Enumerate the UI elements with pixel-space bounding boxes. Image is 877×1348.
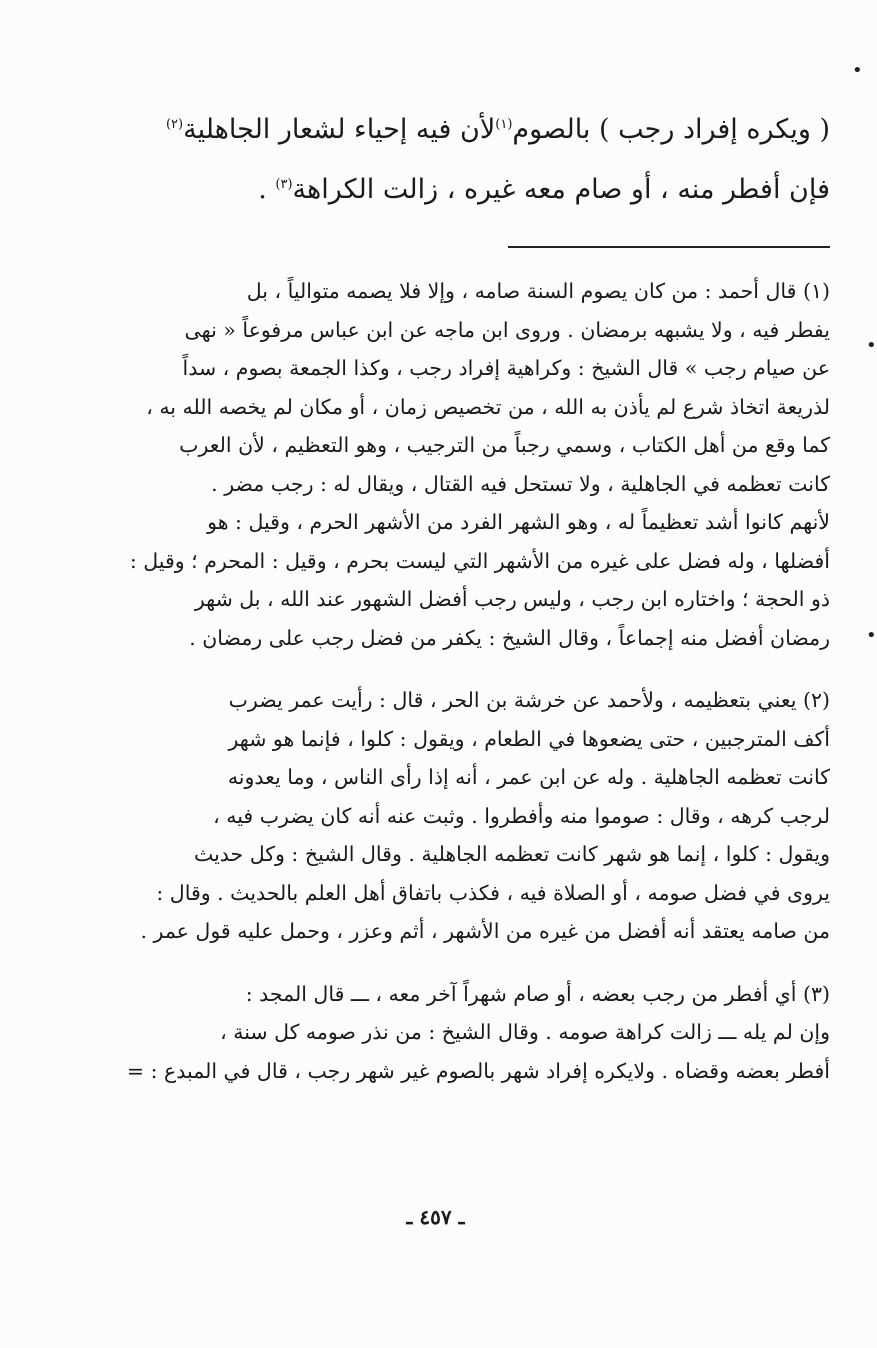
footnote-separator xyxy=(508,246,830,248)
footnote-1: (١) قال أحمد : من كان يصوم السنة صامه ، وإلا فلا يصمه متوالياً ، بل يفطر فيه ، ولا يشبهه برمضان . وروى ابن ماجه عن ابن عباس مرفوعاً « نهى عن صيام رجب » قال الشيخ : وكراهية إفراد رجب ، وكذا الجمعة بصوم ، سداً لذريعة اتخاذ شرع لم يأذن به الله ، من تخصيص زمان ، أو مكان لم يخصه الله به ، كما وقع من أهل الكتاب ، وسمي رجباً من الترجيب ، وهو التعظيم ، لأن العرب كانت تعظمه في الجاهلية ، ولا تستحل فيه القتال ، ويقال له : رجب مضر . لأنهم كانوا أشد تعظيماً له ، وهو الشهر الفرد من الأشهر الحرم ، وقيل : هو أفضلها ، وله فضل على غيره من الأشهر التي ليست بحرم ، وقيل : المحرم ؛ وقيل : ذو الحجة ؛ واختاره ابن رجب ، وليس رجب أفضل الشهور عند الله ، بل شهر رمضان أفضل منه إجماعاً ، وقال الشيخ : يكفر من فضل رجب على رمضان . xyxy=(129,279,830,650)
main-line: فإن أفطر منه ، أو صام معه غيره ، زالت الكراهة$^{(٣)}$ . xyxy=(258,174,830,205)
page-content xyxy=(100,100,830,1114)
margin-dot: • xyxy=(866,335,877,356)
footnote-ref-2: (٢) xyxy=(165,117,184,132)
footnote-2: (٢) يعني بتعظيمه ، ولأحمد عن خرشة بن الحر ، قال : رأيت عمر يضرب أكف المترجبين ، حتى يضعوها في الطعام ، ويقول : كلوا ، فإنما هو شهر كانت تعظمه الجاهلية . وله عن ابن عمر ، أنه إذا رأى الناس ، وما يعدونه لرجب كرهه ، وقال : صوموا منه وأفطروا . وثبت عنه أنه كان يضرب فيه ، ويقول : كلوا ، إنما هو شهر كانت تعظمه الجاهلية . وقال الشيخ : وكل حديث يروى في فضل صومه ، أو الصلاة فيه ، فكذب باتفاق أهل العلم بالحديث . وقال : من صامه يعتقد أنه أفضل من غيره من الأشهر ، أثم وعزر ، وحمل عليه قول عمر . xyxy=(140,688,830,943)
footnotes xyxy=(100,272,830,1090)
footnote-3: (٣) أي أفطر من رجب بعضه ، أو صام شهراً آخر معه ، ـــ قال المجد : وإن لم يله ـــ زالت كراهة صومه . وقال الشيخ : من نذر صومه كل سنة ، أفطر بعضه وقضاه . ولايكره إفراد شهر بالصوم غير شهر رجب ، قال في المبدع : = xyxy=(126,981,830,1083)
footnote-ref-3: (٣) xyxy=(275,177,293,192)
main-text xyxy=(100,100,830,220)
main-line: ( ويكره إفراد رجب ) بالصوم$^{(١)}$لأن فيه إحياء لشعار الجاهلية$^{(٢)}$ xyxy=(165,114,830,145)
page-number: ـ ٤٥٧ ـ xyxy=(406,1205,465,1229)
footnote-ref-1: (١) xyxy=(495,117,513,132)
margin-dot: • xyxy=(852,60,863,81)
margin-dot: • xyxy=(866,625,877,646)
